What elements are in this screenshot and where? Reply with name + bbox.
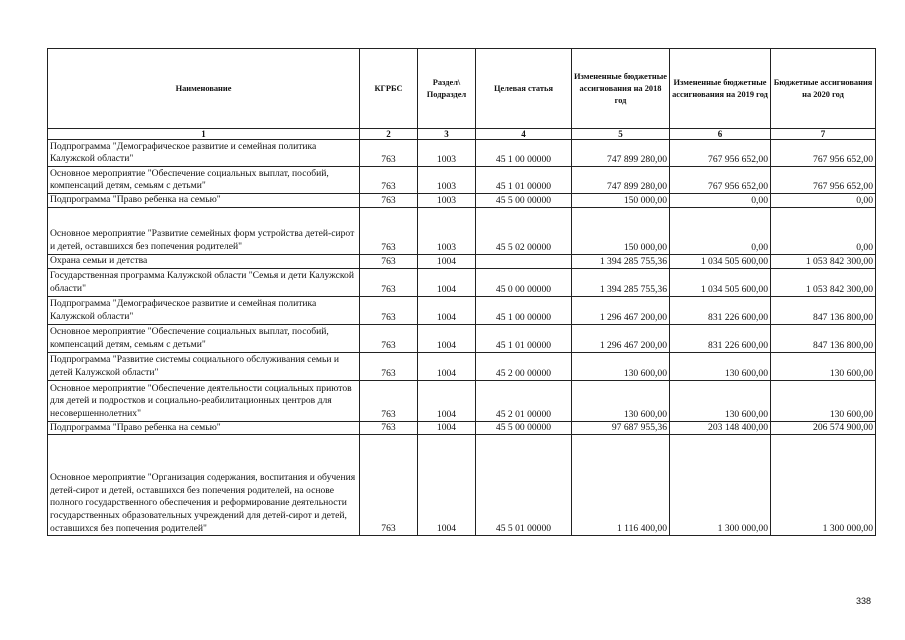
row-target: 45 5 00 00000 [476, 421, 572, 435]
table-row [48, 268, 876, 296]
row-section: 1004 [418, 352, 476, 380]
column-number: 3 [418, 129, 476, 140]
table-row [48, 140, 876, 167]
row-section: 1003 [418, 207, 476, 254]
column-number: 4 [476, 129, 572, 140]
row-target: 45 1 01 00000 [476, 167, 572, 194]
row-kgrbs: 763 [360, 167, 418, 194]
header-name: Наименование [48, 49, 360, 129]
row-target: 45 5 02 00000 [476, 207, 572, 254]
row-target: 45 2 01 00000 [476, 380, 572, 421]
row-2018: 130 600,00 [572, 380, 670, 421]
table-row [48, 421, 876, 435]
row-2019: 1 034 505 600,00 [670, 254, 771, 268]
column-number: 7 [771, 129, 876, 140]
row-section: 1003 [418, 140, 476, 167]
row-section: 1004 [418, 421, 476, 435]
row-kgrbs: 763 [360, 352, 418, 380]
row-target: 45 5 00 00000 [476, 194, 572, 208]
row-2019: 1 300 000,00 [670, 435, 771, 536]
row-2018: 1 394 285 755,36 [572, 268, 670, 296]
row-2020: 0,00 [771, 194, 876, 208]
row-section: 1003 [418, 194, 476, 208]
row-name: Основное мероприятие "Обеспечение социальных выплат, пособий, компенсаций детям, семьям с детьми" [48, 324, 360, 352]
row-kgrbs: 763 [360, 140, 418, 167]
row-kgrbs: 763 [360, 268, 418, 296]
row-target: 45 2 00 00000 [476, 352, 572, 380]
row-kgrbs: 763 [360, 324, 418, 352]
row-2020: 1 053 842 300,00 [771, 268, 876, 296]
row-2020: 847 136 800,00 [771, 296, 876, 324]
row-2019: 0,00 [670, 194, 771, 208]
row-target: 45 1 00 00000 [476, 140, 572, 167]
row-2019: 130 600,00 [670, 352, 771, 380]
row-2018: 1 116 400,00 [572, 435, 670, 536]
row-2019: 831 226 600,00 [670, 296, 771, 324]
row-target [476, 254, 572, 268]
row-name: Государственная программа Калужской области "Семья и дети Калужской области" [48, 268, 360, 296]
table-row [48, 324, 876, 352]
row-2019: 767 956 652,00 [670, 140, 771, 167]
row-2020: 206 574 900,00 [771, 421, 876, 435]
row-2018: 130 600,00 [572, 352, 670, 380]
row-2020: 847 136 800,00 [771, 324, 876, 352]
header-2020: Бюджетные ассигнования на 2020 год [771, 49, 876, 129]
row-2020: 1 053 842 300,00 [771, 254, 876, 268]
row-2018: 747 899 280,00 [572, 140, 670, 167]
row-kgrbs: 763 [360, 254, 418, 268]
row-2019: 767 956 652,00 [670, 167, 771, 194]
row-2019: 130 600,00 [670, 380, 771, 421]
row-2018: 1 296 467 200,00 [572, 296, 670, 324]
row-name: Основное мероприятие "Организация содержания, воспитания и обучения детей-сирот и детей, оставшихся без попечения родителей, на основе полного государственного обеспечения и реформирование деятельности государственных образовательных учреждений для детей-сирот и детей, оставшихся без попечения родителей" [48, 435, 360, 536]
row-name: Подпрограмма "Демографическое развитие и семейная политика Калужской области" [48, 140, 360, 167]
row-section: 1004 [418, 268, 476, 296]
row-section: 1004 [418, 380, 476, 421]
row-target: 45 0 00 00000 [476, 268, 572, 296]
table-row [48, 435, 876, 536]
row-2018: 1 296 467 200,00 [572, 324, 670, 352]
row-name: Основное мероприятие "Обеспечение деятельности социальных приютов для детей и подростков и социально-реабилитационных центров для несовершеннолетних" [48, 380, 360, 421]
table-row [48, 194, 876, 208]
column-number: 1 [48, 129, 360, 140]
row-2018: 1 394 285 755,36 [572, 254, 670, 268]
header-2019: Измененные бюджетные ассигнования на 2019 год [670, 49, 771, 129]
row-2019: 0,00 [670, 207, 771, 254]
table-row [48, 167, 876, 194]
table-header-row [48, 49, 876, 129]
row-2019: 203 148 400,00 [670, 421, 771, 435]
column-number-row [48, 129, 876, 140]
row-kgrbs: 763 [360, 380, 418, 421]
row-2020: 1 300 000,00 [771, 435, 876, 536]
row-section: 1004 [418, 435, 476, 536]
row-section: 1004 [418, 254, 476, 268]
row-2019: 1 034 505 600,00 [670, 268, 771, 296]
row-kgrbs: 763 [360, 296, 418, 324]
row-2019: 831 226 600,00 [670, 324, 771, 352]
row-kgrbs: 763 [360, 421, 418, 435]
row-kgrbs: 763 [360, 435, 418, 536]
header-2018: Измененные бюджетные ассигнования на 2018 год [572, 49, 670, 129]
row-name: Основное мероприятие "Обеспечение социальных выплат, пособий, компенсаций детям, семьям с детьми" [48, 167, 360, 194]
column-number: 5 [572, 129, 670, 140]
row-2018: 97 687 955,36 [572, 421, 670, 435]
row-name: Основное мероприятие "Развитие семейных форм устройства детей-сирот и детей, оставшихся без попечения родителей" [48, 207, 360, 254]
row-name: Подпрограмма "Право ребенка на семью" [48, 194, 360, 208]
budget-table [47, 48, 876, 536]
row-kgrbs: 763 [360, 194, 418, 208]
table-row [48, 352, 876, 380]
table-row [48, 254, 876, 268]
column-number: 2 [360, 129, 418, 140]
table-row [48, 296, 876, 324]
row-2020: 0,00 [771, 207, 876, 254]
header-kgrbs: КГРБС [360, 49, 418, 129]
table-row [48, 380, 876, 421]
row-2018: 150 000,00 [572, 207, 670, 254]
header-target: Целевая статья [476, 49, 572, 129]
header-section: Раздел\ Подраздел [418, 49, 476, 129]
row-2020: 130 600,00 [771, 352, 876, 380]
row-2020: 130 600,00 [771, 380, 876, 421]
row-kgrbs: 763 [360, 207, 418, 254]
row-2020: 767 956 652,00 [771, 167, 876, 194]
row-2018: 150 000,00 [572, 194, 670, 208]
row-section: 1003 [418, 167, 476, 194]
row-2020: 767 956 652,00 [771, 140, 876, 167]
row-name: Подпрограмма "Право ребенка на семью" [48, 421, 360, 435]
column-number: 6 [670, 129, 771, 140]
row-target: 45 1 01 00000 [476, 324, 572, 352]
row-section: 1004 [418, 324, 476, 352]
row-2018: 747 899 280,00 [572, 167, 670, 194]
table-row [48, 207, 876, 254]
row-name: Подпрограмма "Развитие системы социального обслуживания семьи и детей Калужской области" [48, 352, 360, 380]
page-number: 338 [856, 596, 872, 606]
row-section: 1004 [418, 296, 476, 324]
row-target: 45 5 01 00000 [476, 435, 572, 536]
row-name: Охрана семьи и детства [48, 254, 360, 268]
row-target: 45 1 00 00000 [476, 296, 572, 324]
row-name: Подпрограмма "Демографическое развитие и семейная политика Калужской области" [48, 296, 360, 324]
